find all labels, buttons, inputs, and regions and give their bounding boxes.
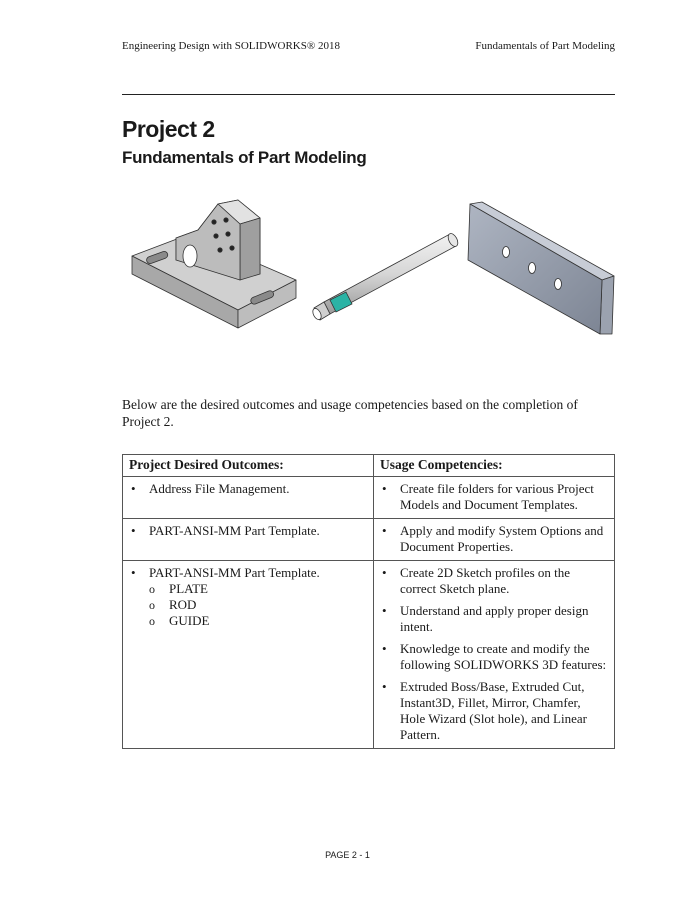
running-header [122, 40, 615, 52]
parts-illustration [128, 198, 618, 358]
part-list [149, 581, 367, 629]
table-header-row [123, 455, 615, 477]
header-outcomes: Project Desired Outcomes: [123, 455, 374, 477]
outcome-item: • Address File Management. [129, 481, 367, 497]
intro-paragraph: Below are the desired outcomes and usage competencies based on the completion of Project 2. [122, 397, 578, 429]
table-row [123, 519, 615, 561]
page-number: PAGE 2 - 1 [325, 850, 370, 860]
plate-part [468, 202, 614, 334]
outcome-item [129, 565, 367, 629]
table-row [123, 561, 615, 749]
part-name: o GUIDE [149, 613, 367, 629]
outcome-cell [123, 477, 374, 519]
rod-part [311, 232, 460, 321]
competency-item: • Knowledge to create and modify the following SOLIDWORKS 3D features: [380, 641, 608, 673]
project-subtitle: Fundamentals of Part Modeling [122, 148, 367, 167]
competency-item: • Understand and apply proper design intent. [380, 603, 608, 635]
project-title: Project 2 [122, 116, 215, 142]
header-chapter-title: Fundamentals of Part Modeling [475, 40, 615, 52]
competency-cell [374, 477, 615, 519]
part-name: o PLATE [149, 581, 367, 597]
guide-part [132, 200, 296, 328]
competency-item: • Create file folders for various Project Models and Document Templates. [380, 481, 608, 513]
competency-item: • Extruded Boss/Base, Extruded Cut, Instant3D, Fillet, Mirror, Chamfer, Hole Wizard (Slot hole), and Linear Pattern. [380, 679, 608, 743]
competency-item: • Create 2D Sketch profiles on the correct Sketch plane. [380, 565, 608, 597]
header-book-title: Engineering Design with SOLIDWORKS® 2018 [122, 40, 340, 52]
competency-item: • Apply and modify System Options and Document Properties. [380, 523, 608, 555]
part-name: o ROD [149, 597, 367, 613]
competency-cell [374, 561, 615, 749]
header-competencies: Usage Competencies: [374, 455, 615, 477]
outcome-item: • PART-ANSI-MM Part Template. [129, 523, 367, 539]
outcome-cell [123, 561, 374, 749]
table-row [123, 477, 615, 519]
outcome-text: PART-ANSI-MM Part Template. [149, 565, 320, 580]
header-rule [122, 94, 615, 95]
competency-cell [374, 519, 615, 561]
competencies-table [122, 454, 615, 749]
outcome-cell [123, 519, 374, 561]
